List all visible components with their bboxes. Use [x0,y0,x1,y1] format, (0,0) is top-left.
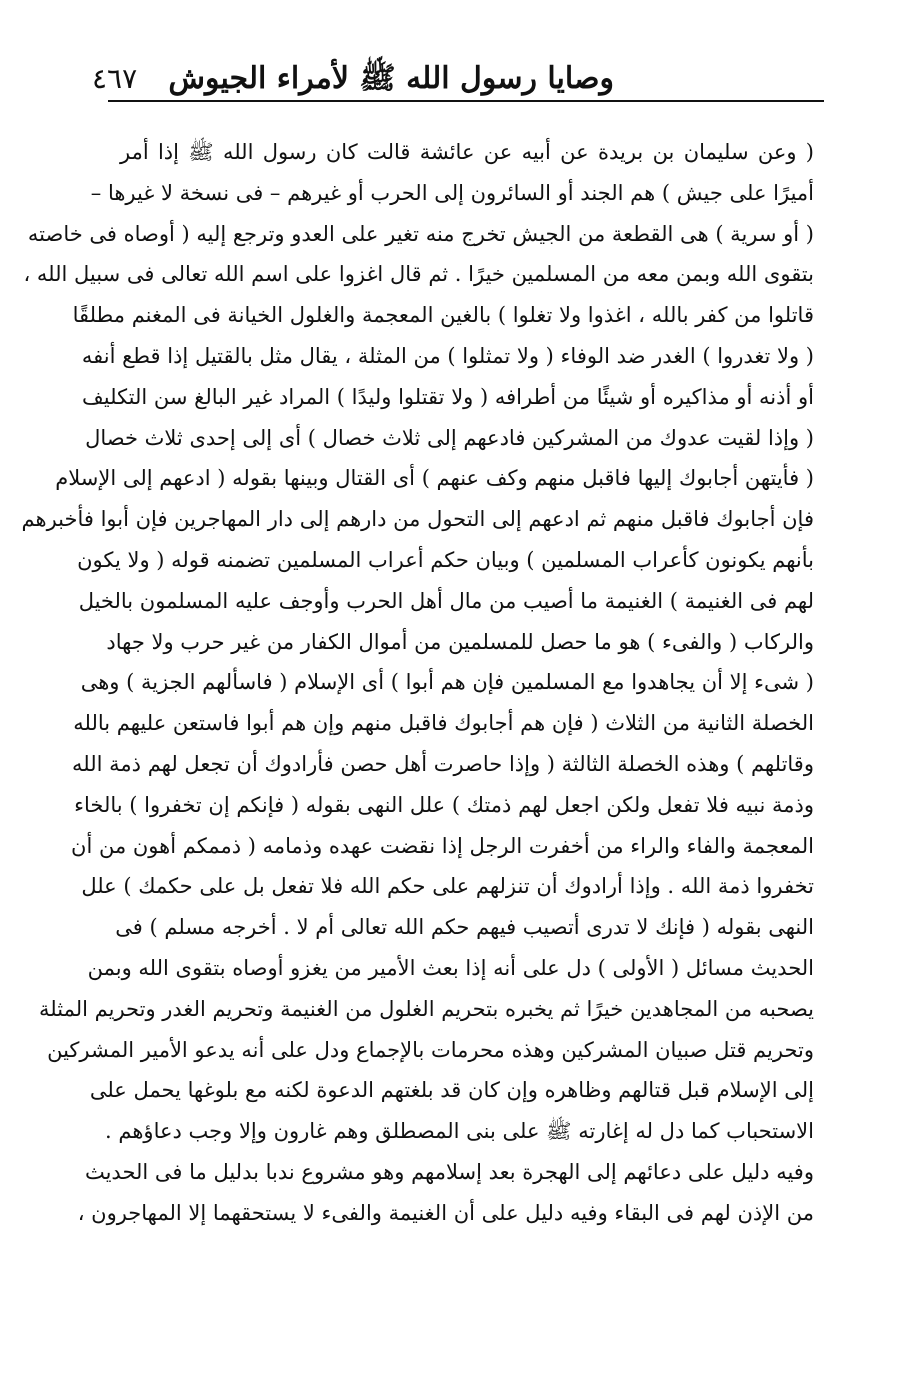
text-line: لهم فى الغنيمة ) الغنيمة ما أصيب من مال أهل الحرب وأوجف عليه المسلمون بالخيل [78,588,814,613]
text-line: وفيه دليل على دعائهم إلى الهجرة بعد إسلامهم وهو مشروع ندبا بدليل ما فى الحديث [84,1159,814,1184]
text-line: الحديث مسائل ( الأولى ) دل على أنه إذا بعث الأمير من يغزو أوصاه بتقوى الله وبمن [87,955,814,980]
text-line: تخفروا ذمة الله . وإذا أرادوك أن تنزلهم على حكم الله فلا تفعل بل على حكمك ) علل [81,874,814,899]
running-title: وصايا رسول الله ﷺ لأمراء الجيوش [168,61,614,96]
text-line: الاستحباب كما دل له إغارته ﷺ على بنى المصطلق وهم غارون وإلا وجب دعاؤهم . [105,1119,814,1144]
page-number: ٤٦٧ [92,62,138,95]
text-line: والركاب ( والفىء ) هو ما حصل للمسلمين من أموال الكفار من غير حرب ولا جهاد [106,629,814,654]
text-line: ( شىء إلا أن يجاهدوا مع المسلمين فإن هم أبوا ) أى الإسلام ( فاسألهم الجزية ) وهى [80,670,814,695]
text-line: النهى بقوله ( فإنك لا تدرى أتصيب فيهم حكم الله تعالى أم لا . أخرجه مسلم ) فى [115,915,814,940]
text-line: إلى الإسلام قبل قتالهم وظاهره وإن كان قد بلغتهم الدعوة لكنه مع بلوغها يحمل على [89,1078,814,1103]
text-line: وتحريم قتل صبيان المشركين وهذه محرمات بالإجماع ودل على أنه يدعو الأمير المشركين [47,1037,814,1062]
body-text [21,132,814,1234]
text-line: ( فأيتهن أجابوك إليها فاقبل منهم وكف عنهم ) أى القتال وبينها بقوله ( ادعهم إلى الإسلام [55,466,814,491]
text-line: وذمة نبيه فلا تفعل ولكن اجعل لهم ذمتك ) علل النهى بقوله ( فإنكم إن تخفروا ) بالخاء [74,792,814,817]
text-line: الخصلة الثانية من الثلاث ( فإن هم أجابوك فاقبل منهم وإن هم أبوا فاستعن عليهم بالله [73,711,814,736]
header-rule [108,100,824,102]
text-line: وقاتلهم ) وهذه الخصلة الثالثة ( وإذا حاصرت أهل حصن فأرادوك أن تجعل لهم ذمة الله [72,751,814,776]
text-line: بأنهم يكونون كأعراب المسلمين ) وبيان حكم أعراب المسلمين تضمنه قوله ( ولا يكون [77,547,814,572]
text-line: المعجمة والفاء والراء من أخفرت الرجل إذا نقضت عهده وذمامه ( ذممكم أهون من أن [71,833,814,858]
running-header [92,54,822,104]
text-line: يصحبه من المجاهدين خيرًا ثم يخبره بتحريم الغلول من الغنيمة وتحريم الغدر وتحريم المثلة [39,996,814,1021]
text-line: من الإذن لهم فى البقاء وفيه دليل على أن الغنيمة والفىء لا يستحقهما إلا المهاجرون ، [77,1200,814,1225]
text-line: ( وعن سليمان بن بريدة عن أبيه عن عائشة قالت كان رسول الله ﷺ إذا أمر [120,140,814,164]
text-line: أو أذنه أو مذاكيره أو شيئًا من أطرافه ( ولا تقتلوا وليدًا ) المراد غير البالغ سن التكليف [82,384,814,409]
text-line: ( ولا تغدروا ) الغدر ضد الوفاء ( ولا تمثلوا ) من المثلة ، يقال مثل بالقتيل إذا قطع أنفه [81,343,814,368]
text-line: قاتلوا من كفر بالله ، اغذوا ولا تغلوا ) بالغين المعجمة والغلول الخيانة فى المغنم مطلقًا [72,303,814,328]
text-line: بتقوى الله وبمن معه من المسلمين خيرًا . ثم قال اغزوا على اسم الله تعالى فى سبيل الله ، [23,262,814,287]
text-line: فإن أجابوك فاقبل منهم ثم ادعهم إلى التحول من دارهم إلى دار المهاجرين فإن أبوا فأخبرهم [21,507,814,532]
text-line: ( وإذا لقيت عدوك من المشركين فادعهم إلى ثلاث خصال ) أى إلى إحدى ثلاث خصال [85,425,814,450]
text-line: أميرًا على جيش ) هم الجند أو السائرون إلى الحرب أو غيرهم – فى نسخة لا غيرها – [90,180,814,205]
text-line: ( أو سرية ) هى القطعة من الجيش تخرج منه تغير على العدو وترجع إليه ( أوصاه فى خاصته [27,221,814,246]
